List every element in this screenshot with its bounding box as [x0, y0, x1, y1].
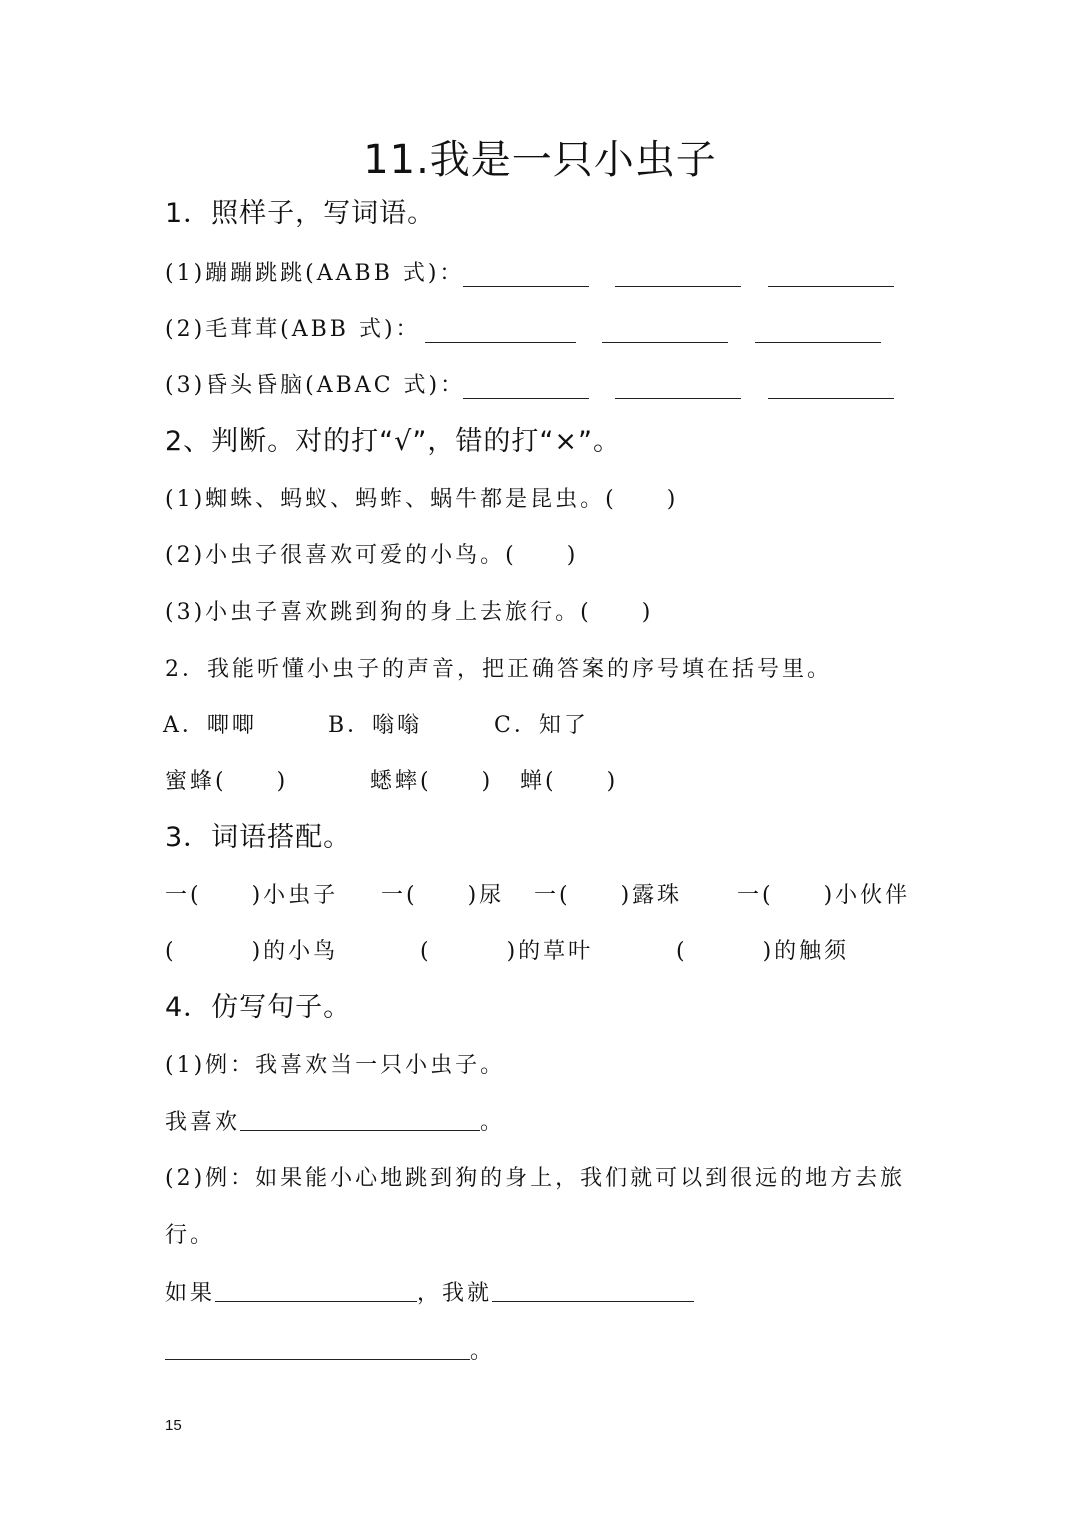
sound-option-a: A．唧唧 [163, 713, 257, 738]
fill-sentence-1 [165, 1105, 505, 1141]
section1-heading: 1．照样子，写词语。 [165, 198, 436, 229]
fill-sentence-2 [165, 1276, 694, 1312]
fill-sentence-2-continued [165, 1334, 495, 1370]
answer-blank[interactable] [425, 318, 576, 343]
answer-blank[interactable] [602, 318, 728, 343]
matching-item-2: 一( )尿 [381, 883, 505, 908]
section1-item-1 [165, 256, 464, 292]
answer-blank[interactable] [615, 262, 741, 287]
answer-blank[interactable] [165, 1335, 470, 1360]
matching-item-1: 一( )小虫子 [165, 883, 339, 908]
sound-question-heading: 2．我能听懂小虫子的声音，把正确答案的序号填在括号里。 [165, 657, 832, 682]
section1-item-1-label: (1)蹦蹦跳跳(AABB 式)： [165, 261, 465, 286]
sound-option-c: C．知了 [494, 713, 589, 738]
sound-blank-cricket: 蟋蟀( ) [370, 769, 494, 794]
answer-blank[interactable] [755, 318, 881, 343]
page-title: 11.我是一只小虫子 [363, 137, 717, 183]
fill-sentence-2-end: 。 [470, 1339, 496, 1364]
section4-heading: 4．仿写句子。 [165, 992, 352, 1023]
section1-item-2 [165, 312, 421, 348]
fill-sentence-1-prefix: 我喜欢 [165, 1110, 241, 1135]
answer-blank[interactable] [215, 1277, 417, 1302]
page-number: 15 [165, 1417, 182, 1434]
fill-sentence-2-prefix: 如果 [165, 1281, 216, 1306]
matching-item-5: ( )的小鸟 [165, 939, 339, 964]
answer-blank[interactable] [768, 374, 894, 399]
fill-sentence-2-middle: ，我就 [417, 1281, 493, 1306]
fill-sentence-1-suffix: 。 [480, 1110, 506, 1135]
section1-item-2-label: (2)毛茸茸(ABB 式)： [165, 317, 421, 342]
judgement-item-2: (2)小虫子很喜欢可爱的小鸟。( ) [165, 543, 579, 568]
matching-item-7: ( )的触须 [676, 939, 850, 964]
section1-item-3-label: (3)昏头昏脑(ABAC 式)： [165, 373, 466, 398]
judgement-item-1: (1)蜘蛛、蚂蚁、蚂蚱、蜗牛都是昆虫。( ) [165, 487, 679, 512]
answer-blank[interactable] [768, 262, 894, 287]
sound-blank-cicada: 蝉( ) [520, 769, 619, 794]
example-sentence-2-line2: 行。 [165, 1223, 216, 1248]
answer-blank[interactable] [240, 1106, 480, 1131]
sound-option-b: B．嗡嗡 [328, 713, 423, 738]
section1-item-3 [165, 368, 465, 404]
matching-item-6: ( )的草叶 [420, 939, 594, 964]
judgement-item-3: (3)小虫子喜欢跳到狗的身上去旅行。( ) [165, 600, 654, 625]
matching-item-3: 一( )露珠 [534, 883, 683, 908]
answer-blank[interactable] [492, 1277, 694, 1302]
answer-blank[interactable] [463, 262, 589, 287]
matching-item-4: 一( )小伙伴 [737, 883, 911, 908]
answer-blank[interactable] [615, 374, 741, 399]
section3-heading: 3．词语搭配。 [165, 822, 352, 853]
example-sentence-1: (1)例：我喜欢当一只小虫子。 [165, 1053, 506, 1078]
answer-blank[interactable] [463, 374, 589, 399]
section2-heading: 2、判断。对的打“√”，错的打“×”。 [165, 426, 621, 457]
example-sentence-2-line1: (2)例：如果能小心地跳到狗的身上，我们就可以到很远的地方去旅 [165, 1166, 906, 1191]
sound-blank-bee: 蜜蜂( ) [165, 769, 289, 794]
